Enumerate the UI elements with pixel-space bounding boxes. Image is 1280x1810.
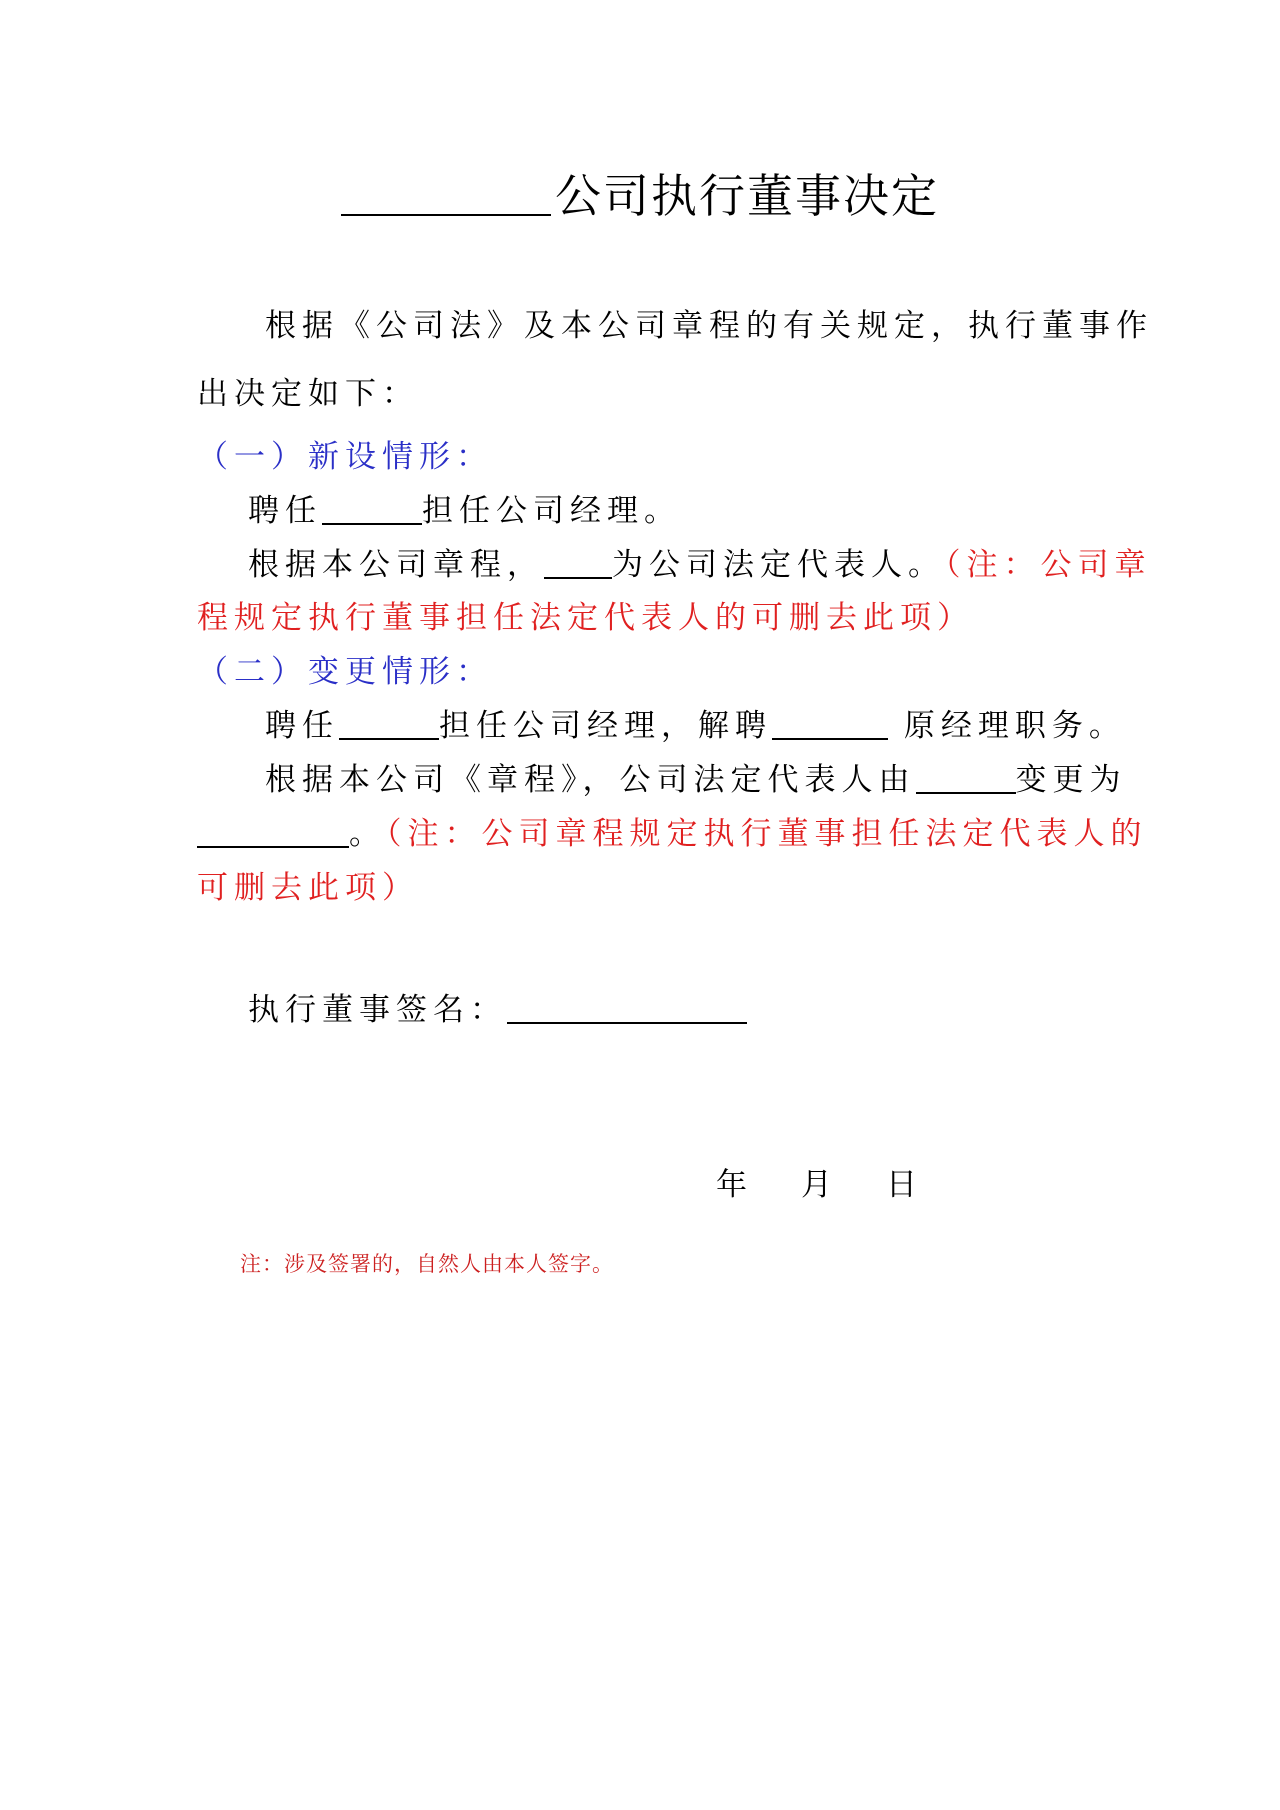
- company-name-blank[interactable]: [341, 168, 551, 216]
- date-year: 年: [716, 1167, 747, 1203]
- new-manager-blank[interactable]: [339, 708, 439, 740]
- intro-line-2: 出决定如下：: [197, 376, 419, 412]
- item-text: 。: [349, 816, 386, 852]
- signature-blank[interactable]: [507, 992, 747, 1024]
- date-line: [716, 1165, 917, 1205]
- new-legal-rep-blank[interactable]: [197, 816, 349, 848]
- section-2-item-2-cont: [197, 814, 1148, 854]
- section-2-heading: （二）变更情形：: [197, 654, 493, 690]
- date-day: 日: [886, 1167, 917, 1203]
- signature-label: 执行董事签名：: [248, 992, 507, 1028]
- signature-line: [248, 990, 747, 1030]
- footnote: 注：涉及签署的，自然人由本人签字。: [240, 1252, 614, 1276]
- appoint-tail: 担任公司经理。: [422, 493, 681, 529]
- item-text: 聘任: [265, 708, 339, 744]
- section-2-item-1: [265, 706, 1126, 746]
- item-text: 变更为: [1015, 762, 1127, 798]
- section-1-item-1: [248, 491, 681, 531]
- item-text: 担任公司经理，解聘: [439, 708, 772, 744]
- section-2-item-2: [265, 760, 1127, 800]
- item-text: 根据本公司《章程》，公司法定代表人由: [265, 762, 916, 798]
- red-note: （注：公司章程规定执行董事担任法定代表人的: [386, 816, 1148, 852]
- intro-line-1: 根据《公司法》及本公司章程的有关规定，执行董事作: [265, 308, 1153, 344]
- red-note: （注：公司章: [945, 547, 1152, 583]
- section-1-heading: （一）新设情形：: [197, 439, 493, 475]
- document-title: [0, 160, 1280, 226]
- item-text: 为公司法定代表人。: [612, 547, 945, 583]
- item-text: 原经理职务。: [888, 708, 1126, 744]
- manager-name-blank[interactable]: [322, 493, 422, 525]
- appoint-label: 聘任: [248, 493, 322, 529]
- old-legal-rep-blank[interactable]: [916, 762, 1016, 794]
- date-month: 月: [801, 1167, 832, 1203]
- section-1-item-2: [248, 545, 1152, 585]
- item-text: 根据本公司章程，: [248, 547, 544, 583]
- section-2-note-cont: 可删去此项）: [197, 870, 419, 906]
- section-1-note-cont: 程规定执行董事担任法定代表人的可删去此项）: [197, 600, 974, 636]
- title-text: 公司执行董事决定: [555, 169, 939, 223]
- old-manager-blank[interactable]: [772, 708, 888, 740]
- legal-rep-blank[interactable]: [544, 547, 612, 579]
